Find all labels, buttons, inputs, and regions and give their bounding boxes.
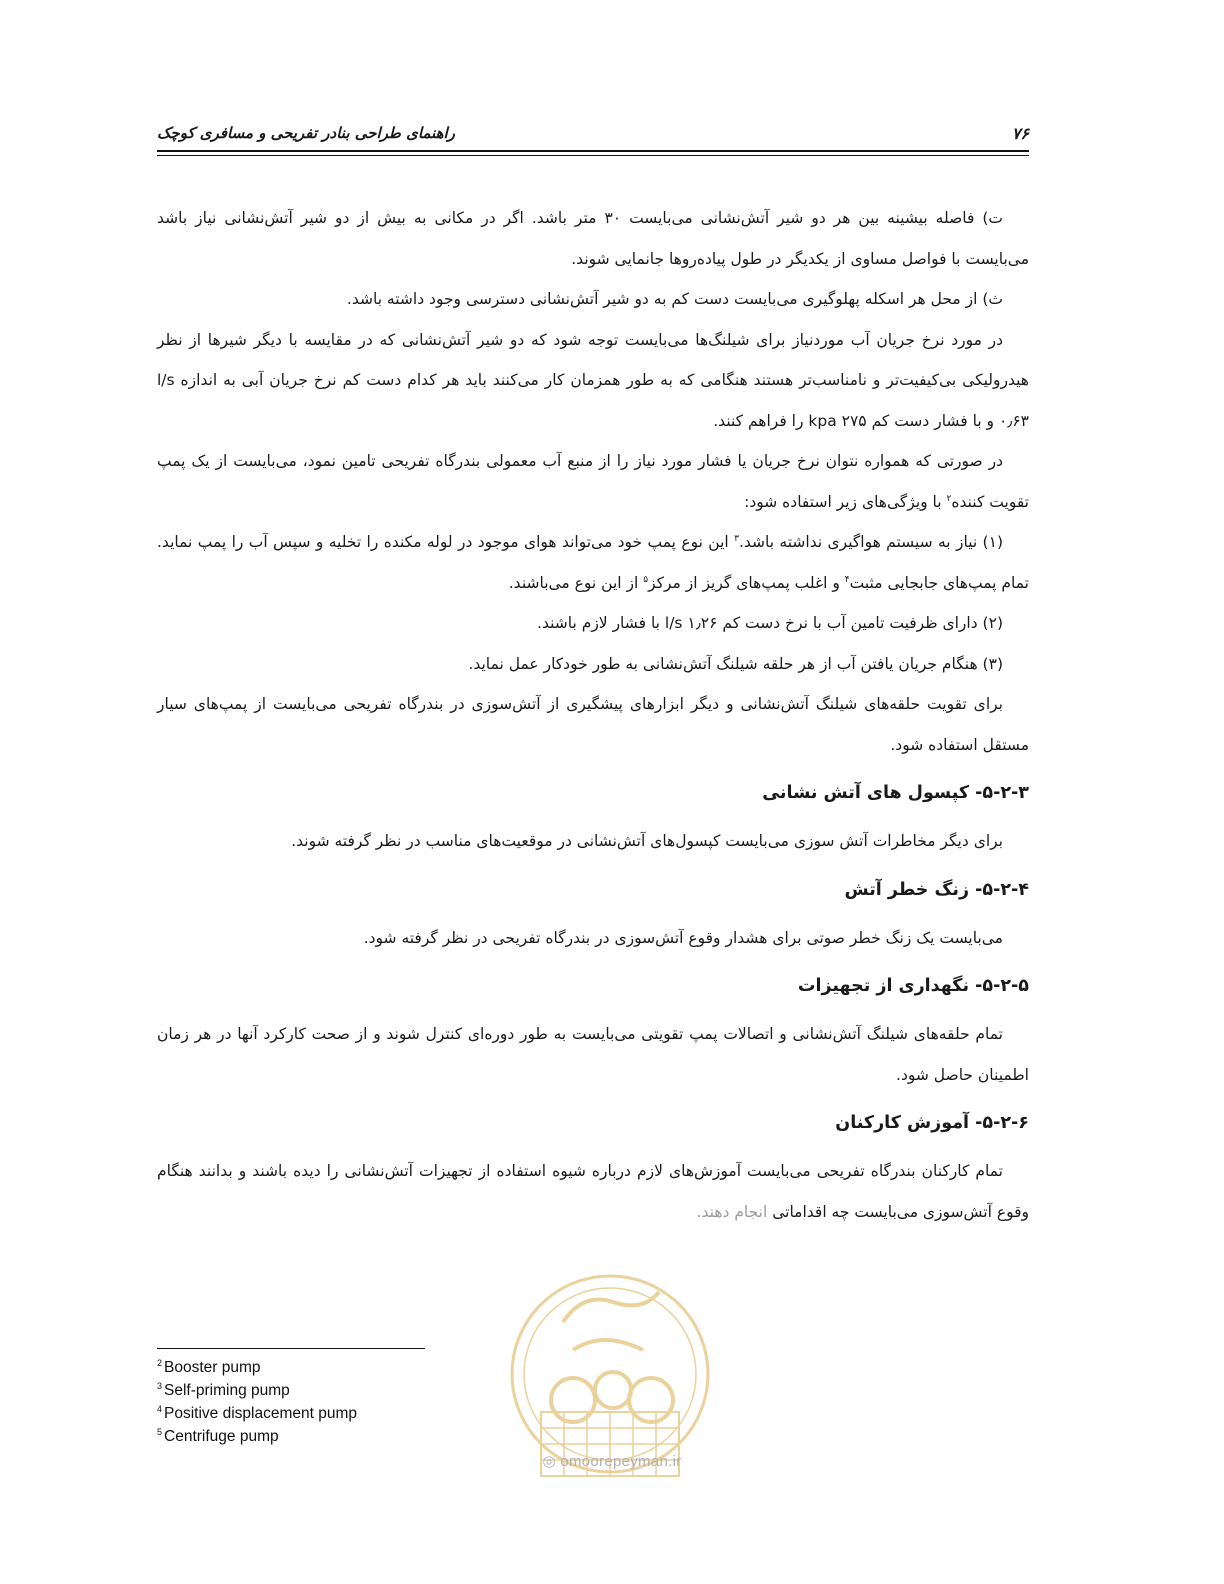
list-item-1 [157, 522, 1029, 603]
footnote [157, 1425, 557, 1448]
footnote-ref[interactable]: ۳ [734, 533, 739, 544]
running-title: راهنمای طراحی بنادر تفریحی و مسافری کوچک [157, 124, 455, 142]
footnote [157, 1356, 557, 1379]
footnote-ref[interactable]: ۲ [946, 493, 952, 504]
watermark-site: ◎ omoorepeyman.ir [542, 1453, 682, 1470]
footnote-text: Positive displacement pump [164, 1405, 358, 1422]
footnote-text: Centrifuge pump [164, 1428, 279, 1445]
paragraph-text: در صورتی که همواره نتوان نرخ جریان یا فشار مورد نیاز را از منبع آب معمولی بندرگاه تفریحی تامین نمود، می‌بایست از یک پمپ تقویت کننده [157, 452, 1029, 511]
paragraph-berth-access: ث) از محل هر اسکله پهلوگیری می‌بایست دست کم به دو شیر آتش‌نشانی دسترسی وجود داشته باشد. [346, 290, 1003, 308]
footnote-text: Booster pump [164, 1359, 261, 1376]
footnote-text: Self-priming pump [164, 1382, 290, 1399]
watermark-site-text: omoorepeyman.ir [560, 1453, 682, 1470]
section-text: تمام حلقه‌های شیلنگ آتش‌نشانی و اتصالات پمپ تقویتی می‌بایست به طور دوره‌ای کنترل شوند و از صحت کارکرد آنها در هر زمان اطمینان حاصل شود. [157, 1025, 1029, 1084]
section-text [157, 1151, 1029, 1232]
list-text: از این نوع می‌باشند. [508, 573, 644, 592]
section-heading: ۵-۲-۳- کپسول های آتش نشانی [762, 783, 1029, 803]
list-item-2: (۲) دارای ظرفیت تامین آب با نرخ دست کم l/s ۱٫۲۶ با فشار لازم باشند. [537, 614, 1003, 632]
section-heading: ۵-۲-۵- نگهداری از تجهیزات [797, 976, 1029, 996]
footnote-number: 5 [157, 1426, 163, 1437]
body-text [157, 198, 1029, 1232]
footnotes [157, 1356, 557, 1448]
paragraph-mobile-pumps: برای تقویت حلقه‌های شیلنگ آتش‌نشانی و دیگر ابزارهای پیشگیری از آتش‌سوزی در بندرگاه تفریحی می‌بایست از پمپ‌های سیار مستقل استفاده شود. [157, 695, 1029, 754]
paragraph-text: با ویژگی‌های زیر استفاده شود: [744, 492, 947, 511]
page-number: ۷۶ [1011, 123, 1029, 143]
section-text-faded: انجام دهند. [696, 1202, 768, 1221]
list-item-3: (۳) هنگام جریان یافتن آب از هر حلقه شیلنگ آتش‌نشانی به طور خودکار عمل نماید. [468, 654, 1003, 673]
page-header [157, 118, 1029, 148]
footnote-number: 4 [157, 1403, 163, 1414]
section-heading: ۵-۲-۴- زنگ خطر آتش [844, 879, 1029, 900]
section-text: می‌بایست یک زنگ خطر صوتی برای هشدار وقوع آتش‌سوزی در بندرگاه تفریحی در نظر گرفته شود. [363, 928, 1003, 947]
footnote-separator [157, 1348, 425, 1349]
footnote-number: 2 [157, 1357, 163, 1368]
paragraph-flow-rate: در مورد نرخ جریان آب موردنیاز برای شیلنگ‌ها می‌بایست توجه شود که دو شیر آتش‌نشانی که در مقایسه با دیگر شیرها از نظر هیدرولیکی بی‌کیفیت‌تر و نامناسب‌تر هستند هنگامی که به طور همزمان کار می‌کنند باید هر کدام دست کم نرخ جریان آبی به اندازه l/s ۰٫۶۳ و با فشار دست کم ۲۷۵ kpa را فراهم کنند. [157, 330, 1029, 430]
header-rule-thick [157, 150, 1029, 152]
list-text: این نوع پمپ خود می‌تواند هوای موجود در لوله مکنده را تخلیه و سپس آب را پمپ نماید. تمام پمپ‌های جابجایی مثبت [157, 533, 1029, 592]
list-text: (۱) نیاز به سیستم هواگیری نداشته باشد. [738, 533, 1003, 551]
section-heading: ۵-۲-۶- آموزش کارکنان [835, 1113, 1029, 1133]
footnote [157, 1379, 557, 1402]
footnote-number: 3 [157, 1380, 163, 1391]
footnote-ref[interactable]: ۵ [643, 574, 649, 585]
paragraph-hydrant-distance: ت) فاصله بیشینه بین هر دو شیر آتش‌نشانی می‌بایست ۳۰ متر باشد. اگر در مکانی به بیش از دو شیر آتش‌نشانی نیاز باشد می‌بایست با فواصل مساوی از یکدیگر در طول پیاده‌روها جانمایی شوند. [157, 209, 1029, 268]
section-text: برای دیگر مخاطرات آتش سوزی می‌بایست کپسول‌های آتش‌نشانی در موقعیت‌های مناسب در نظر گرفته شوند. [291, 832, 1003, 850]
section-text-main: تمام کارکنان بندرگاه تفریحی می‌بایست آموزش‌های لازم درباره شیوه استفاده از تجهیزات آتش‌نشانی را دیده باشند و بدانند هنگام وقوع آتش‌سوزی می‌بایست چه اقداماتی [157, 1162, 1029, 1221]
footnote-ref[interactable]: ۴ [844, 574, 850, 585]
header-rule-thin [157, 155, 1029, 156]
list-text: و اغلب پمپ‌های گریز از مرکز [648, 573, 845, 592]
footnote [157, 1402, 557, 1425]
paragraph-booster-pump [157, 441, 1029, 522]
